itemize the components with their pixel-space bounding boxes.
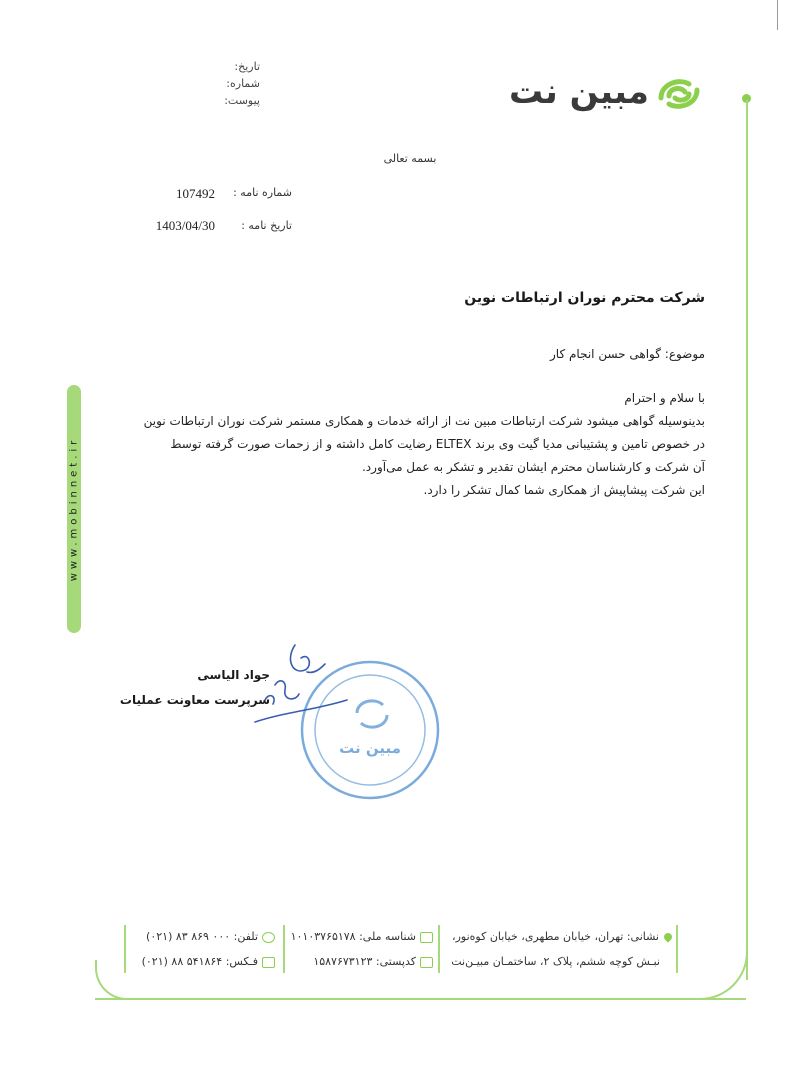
signer-title: سرپرست معاونت عملیات bbox=[119, 693, 270, 707]
footer-address-1: نشانی: تهران، خیابان مطهری، خیابان کوه‌نور، bbox=[452, 930, 672, 943]
footer-postal-code: کدپستی: ۱۵۸۷۶۷۳۱۲۳ bbox=[313, 955, 433, 968]
stamp-text: مبین نت bbox=[339, 739, 401, 757]
logo-mark-icon bbox=[653, 74, 705, 114]
meta-date-label: تاریخ: bbox=[234, 60, 260, 73]
footer-separator bbox=[124, 925, 126, 973]
basmala: بسمه تعالی bbox=[383, 152, 437, 165]
body-line: با سلام و احترام bbox=[624, 391, 705, 405]
mailbox-icon bbox=[420, 957, 433, 968]
letter-number-label: شماره نامه : bbox=[233, 186, 292, 199]
body-line: این شرکت پیشاپیش از همکاری شما کمال تشکر را دارد. bbox=[423, 483, 705, 497]
frame-bottom-border bbox=[95, 998, 746, 1000]
body-line: در خصوص تامین و پشتیبانی مدیا گیت وی برند ELTEX رضایت کامل داشته و از زحمات صورت گرفته توسط bbox=[170, 437, 705, 451]
footer-separator bbox=[283, 925, 285, 973]
logo-wordmark: مبین نت bbox=[508, 72, 649, 112]
frame-corner bbox=[700, 950, 748, 1000]
footer-address-2: نبـش کوچه ششم، پلاک ۲، ساختمـان مبیـن‌نت bbox=[451, 955, 660, 968]
body-line: آن شرکت و کارشناسان محترم ایشان تقدیر و تشکر به عمل می‌آورد. bbox=[361, 460, 705, 474]
letter-body bbox=[85, 387, 705, 502]
page-edge-line bbox=[777, 0, 778, 30]
frame-right-border bbox=[746, 100, 748, 980]
fax-icon bbox=[262, 957, 275, 968]
frame-corner-left bbox=[95, 960, 127, 1000]
location-icon bbox=[662, 931, 673, 942]
footer-separator bbox=[676, 925, 678, 973]
letter-meta bbox=[224, 58, 260, 109]
id-card-icon bbox=[420, 932, 433, 943]
letter-date-value: 1403/04/30 bbox=[155, 218, 215, 233]
body-line: بدینوسیله گواهی میشود شرکت ارتباطات مبین نت از ارائه خدمات و همکاری مستمر شرکت نوران ارتباطات نوین bbox=[143, 414, 705, 428]
meta-number-label: شماره: bbox=[226, 77, 260, 90]
footer-fax: فـکس: ۵۴۱۸۶۴ ۸۸ (۰۲۱) bbox=[142, 955, 275, 968]
website-text: www.mobinnet.ir bbox=[68, 436, 80, 582]
letter-number-value: 107492 bbox=[176, 186, 215, 201]
meta-attachment-label: پیوست: bbox=[224, 94, 260, 107]
company-logo bbox=[508, 70, 707, 118]
footer-national-id: شناسه ملی: ۱۰۱۰۳۷۶۵۱۷۸ bbox=[291, 930, 433, 943]
letter-date-label: تاریخ نامه : bbox=[241, 219, 292, 232]
footer-phone: تلفن: ۰۰۰ ۸۶۹ ۸۳ (۰۲۱) bbox=[146, 930, 275, 943]
footer-separator bbox=[438, 925, 440, 973]
recipient: شرکت محترم نوران ارتباطات نوین bbox=[464, 290, 705, 306]
signer-name: جواد الیاسی bbox=[197, 668, 270, 682]
handwritten-signature bbox=[235, 640, 355, 730]
phone-icon bbox=[262, 932, 275, 943]
subject: موضوع: گواهی حسن انجام کار bbox=[550, 347, 705, 361]
